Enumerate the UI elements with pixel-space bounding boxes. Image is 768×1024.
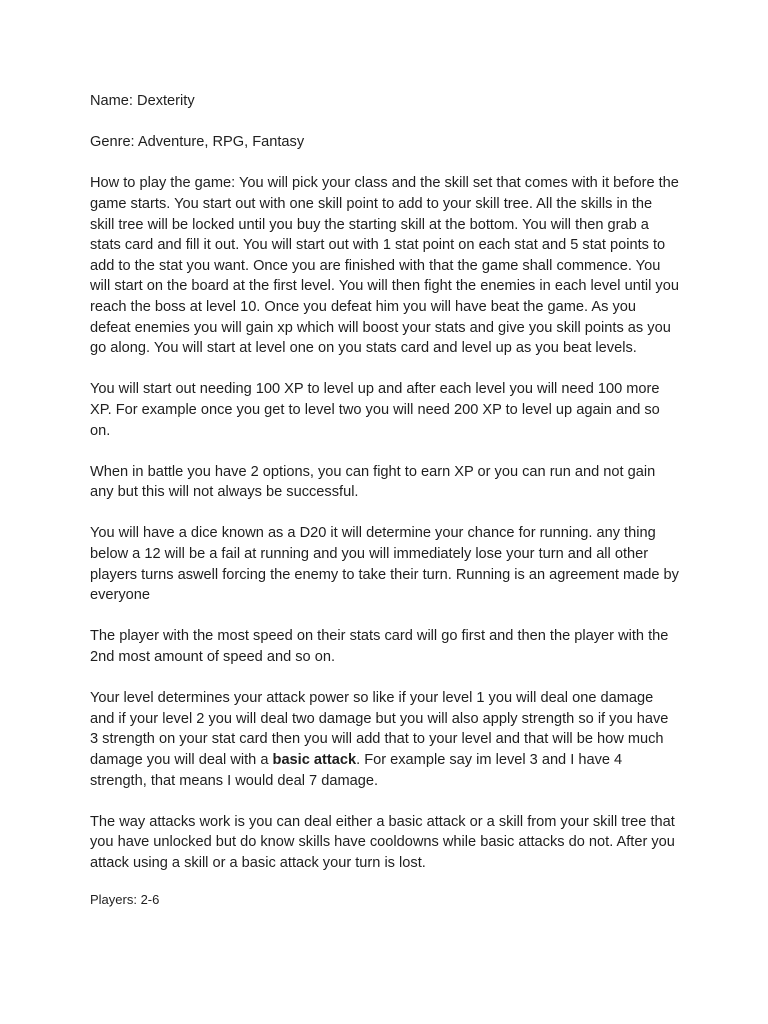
attack-power-text-start: Your level determines your attack power so like if your level 1 you will deal one damage and if your level 2 you will deal two damage but you will also apply strength so if you have 3 strength on your stat card then you will add that to your level and that will be how much damage you will deal with a: [90, 690, 669, 768]
attack-power-paragraph: [90, 688, 680, 791]
players-line: Players: 2-6: [90, 891, 160, 907]
basic-attack-emphasis: basic attack: [272, 752, 357, 768]
genre-line: Genre: Adventure, RPG, Fantasy: [90, 134, 305, 151]
game-name-line: Name: Dexterity: [90, 93, 195, 109]
attacks-paragraph: The way attacks work is you can deal either a basic attack or a skill from your skill tree that you have unlocked but do know skills have cooldowns while basic attacks do not. After you attack using a skill or a basic attack your turn is lost.: [90, 813, 675, 871]
xp-paragraph: You will start out needing 100 XP to level up and after each level you will need 100 more XP. For example once you get to level two you will need 200 XP to level up again and so on.: [90, 381, 660, 439]
attack-power-text-end: . For example say im level 3 and I have 4 strength, that means I would deal 7 damage.: [90, 752, 623, 789]
turn-order-paragraph: The player with the most speed on their stats card will go first and then the player with the 2nd most amount of speed and so on.: [90, 628, 669, 666]
dice-running-paragraph: You will have a dice known as a D20 it will determine your chance for running. any thing below a 12 will be a fail at running and you will immediately lose your turn and all other players turns aswell forcing the enemy to take their turn. Running is an agreement made by everyone: [90, 525, 679, 604]
battle-options-paragraph: When in battle you have 2 options, you can fight to earn XP or you can run and not gain any but this will not always be successful.: [90, 463, 656, 501]
how-to-play-paragraph: How to play the game: You will pick your class and the skill set that comes with it before the game starts. You start out with one skill point to add to your skill tree. All the skills in the skill tree will be locked until you buy the starting skill at the bottom. You will then grab a stats card and fill it out. You will start out with 1 stat point on each stat and 5 stat points to add to the stat you want. Once you are finished with that the game shall commence. You will start on the board at the first level. You will then fight the enemies in each level until you reach the boss at level 10. Once you defeat him you will have beat the game. As you defeat enemies you will gain xp which will boost your stats and give you skill points as you go along. You will start at level one on you stats card and level up as you beat levels.: [90, 175, 679, 357]
document-body: [90, 91, 680, 909]
